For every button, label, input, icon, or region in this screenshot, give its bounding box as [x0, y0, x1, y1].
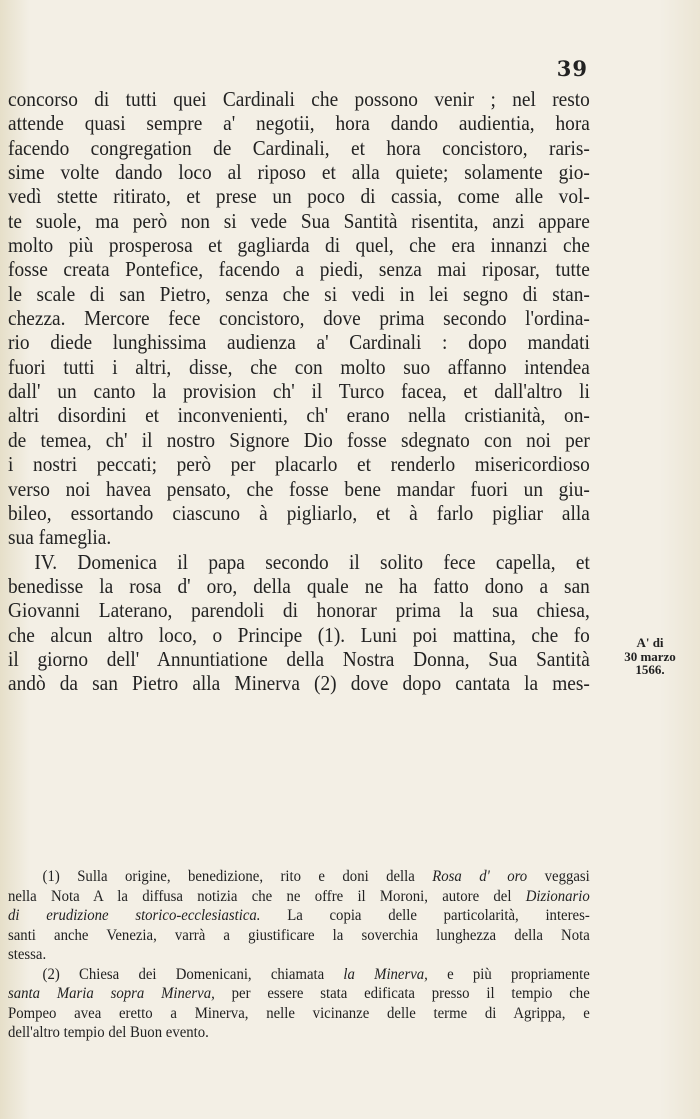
- footnote-text: (1) Sulla origine, benedizione, rito e doni della: [42, 868, 433, 885]
- footnotes: [8, 867, 590, 1043]
- footnote-line: [8, 965, 590, 985]
- footnote-text: stessa.: [8, 946, 47, 963]
- body-line: fosse creata Pontefice, facendo a piedi, senza mai riposar, tutte: [8, 259, 590, 282]
- body-line: verso noi havea pensato, che fosse bene mandar fuori un giu-: [8, 478, 590, 501]
- body-line: benedisse la rosa d' oro, della quale ne ha fatto dono a san: [8, 575, 590, 598]
- body-text: [8, 88, 590, 697]
- margin-note: [605, 636, 695, 677]
- footnote-italic-text: la Minerva,: [343, 965, 428, 983]
- body-line: facendo congregation de Cardinali, et hora concistoro, raris-: [8, 137, 590, 160]
- body-line: de temea, ch' il nostro Signore Dio fosse sdegnato con noi per: [8, 429, 590, 452]
- body-line: altri disordini et inconvenienti, ch' erano nella cristianità, on-: [8, 405, 590, 428]
- footnote-text: dell'altro tempio del Buon evento.: [8, 1024, 209, 1041]
- footnote-text: (2) Chiesa dei Domenicani, chiamata: [42, 965, 344, 983]
- footnote-line: [8, 926, 590, 946]
- footnote-line: [8, 945, 590, 965]
- body-line: IV. Domenica il papa secondo il solito fece capella, et: [34, 551, 590, 574]
- body-line: fuori tutti i altri, disse, che con molto suo affanno intendea: [8, 356, 590, 379]
- footnote-2: [8, 965, 590, 1043]
- footnote-line: [8, 867, 590, 887]
- footnote-text: nella Nota A la diffusa notizia che ne offre il Moroni, autore del: [8, 887, 526, 905]
- footnote-text: veggasi: [527, 868, 590, 885]
- footnote-italic-text: Rosa d' oro: [432, 868, 528, 885]
- footnote-text: per essere stata edificata presso il tempio che: [214, 985, 590, 1002]
- margin-note-line: 1566.: [635, 662, 665, 677]
- footnote-italic-text: di erudizione storico-ecclesiastica.: [8, 907, 261, 924]
- body-line: che alcun altro loco, o Principe (1). Luni poi mattina, che fo: [8, 624, 590, 647]
- margin-note-line: A' di: [636, 635, 664, 650]
- footnote-line: [8, 887, 590, 907]
- footnote-text: santi anche Venezia, varrà a giustificare la soverchia lunghezza della Nota: [8, 926, 590, 944]
- body-line: chezza. Mercore fece concistoro, dove prima secondo l'ordina-: [8, 308, 590, 331]
- footnote-italic-text: Dizionario: [525, 887, 590, 905]
- body-line: te suole, ma però non si vede Sua Santità risentita, anzi appare: [8, 210, 590, 233]
- footnote-line: [8, 984, 590, 1004]
- body-line: dall' un canto la provision ch' il Turco facea, et dall'altro li: [8, 381, 590, 404]
- footnote-1: [8, 867, 590, 965]
- footnote-text: La copia delle particolarità, interes-: [260, 907, 590, 924]
- body-line: attende quasi sempre a' negotii, hora dando audientia, hora: [8, 113, 590, 136]
- footnote-text: Pompeo avea eretto a Minerva, nelle vicinanze delle terme di Agrippa, e: [8, 1004, 590, 1022]
- body-line: bileo, essortando ciascuno à pigliarlo, et à farlo pigliar alla: [8, 502, 590, 525]
- body-line: i nostri peccati; però per placarlo et renderlo misericordioso: [8, 454, 590, 477]
- body-line: concorso di tutti quei Cardinali che possono venir ; nel resto: [8, 89, 590, 111]
- body-line: il giorno dell' Annuntiatione della Nostra Donna, Sua Santità: [8, 648, 590, 671]
- margin-note-line: 30 marzo: [624, 648, 676, 664]
- page-number: 39: [556, 56, 588, 81]
- footnote-text: e più propriamente: [427, 965, 590, 983]
- footnote-separator: [340, 850, 460, 851]
- body-line: molto più prosperosa et gagliarda di quel, che era innanzi che: [8, 235, 590, 258]
- footnote-italic-text: santa Maria sopra Minerva,: [8, 985, 215, 1002]
- body-line: andò da san Pietro alla Minerva (2) dove dopo cantata la mes-: [8, 673, 590, 696]
- body-line: Giovanni Laterano, parendoli di honorar prima la sua chiesa,: [8, 600, 590, 623]
- footnote-line: [8, 906, 590, 926]
- body-line: sime volte dando loco al riposo et alla quiete; solamente gio-: [8, 162, 590, 185]
- body-line: sua fameglia.: [8, 527, 112, 550]
- footnote-line: [8, 1004, 590, 1024]
- body-line: le scale di san Pietro, senza che si vedi in lei segno di stan-: [8, 283, 590, 306]
- body-line: rio diede lunghissima audienza a' Cardinali : dopo mandati: [8, 332, 590, 355]
- body-line: vedì stette ritirato, et prese un poco di cassia, come alle vol-: [8, 186, 590, 209]
- footnote-line: [8, 1023, 590, 1043]
